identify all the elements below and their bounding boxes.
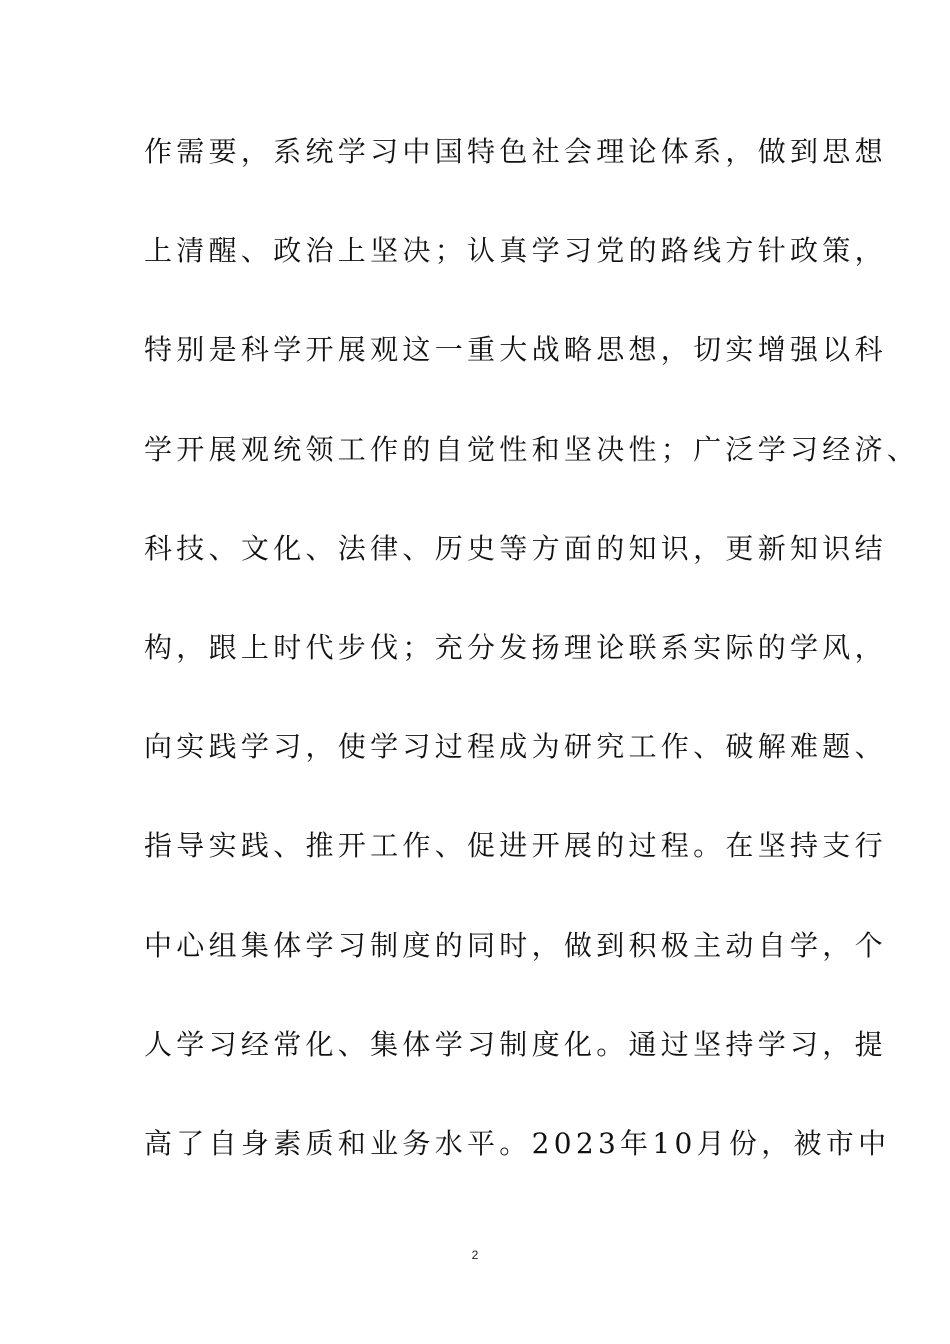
text-line: 高了自身素质和业务水平。2023年10月份，被市中 — [144, 1126, 891, 1160]
text-line: 上清醒、政治上坚决；认真学习党的路线方针政策， — [144, 234, 887, 268]
text-line: 作需要，系统学习中国特色社会理论体系，做到思想 — [144, 135, 887, 168]
text-line: 构，跟上时代步伐；充分发扬理论联系实际的学风， — [144, 630, 887, 664]
text-line: 中心组集体学习制度的同时，做到积极主动自学，个 — [144, 928, 887, 962]
text-line: 特别是科学开展观这一重大战略思想，切实增强以科 — [144, 333, 887, 367]
body-text — [144, 126, 920, 1217]
text-line: 学开展观统领工作的自觉性和坚决性；广泛学习经济、 — [144, 432, 920, 466]
text-line: 向实践学习，使学习过程成为研究工作、破解难题、 — [144, 730, 887, 764]
page-number: 2 — [471, 1248, 479, 1262]
text-line: 指导实践、推开工作、促进开展的过程。在坚持支行 — [144, 829, 887, 863]
text-line: 人学习经常化、集体学习制度化。通过坚持学习，提 — [144, 1027, 887, 1061]
text-line: 科技、文化、法律、历史等方面的知识，更新知识结 — [144, 531, 887, 565]
